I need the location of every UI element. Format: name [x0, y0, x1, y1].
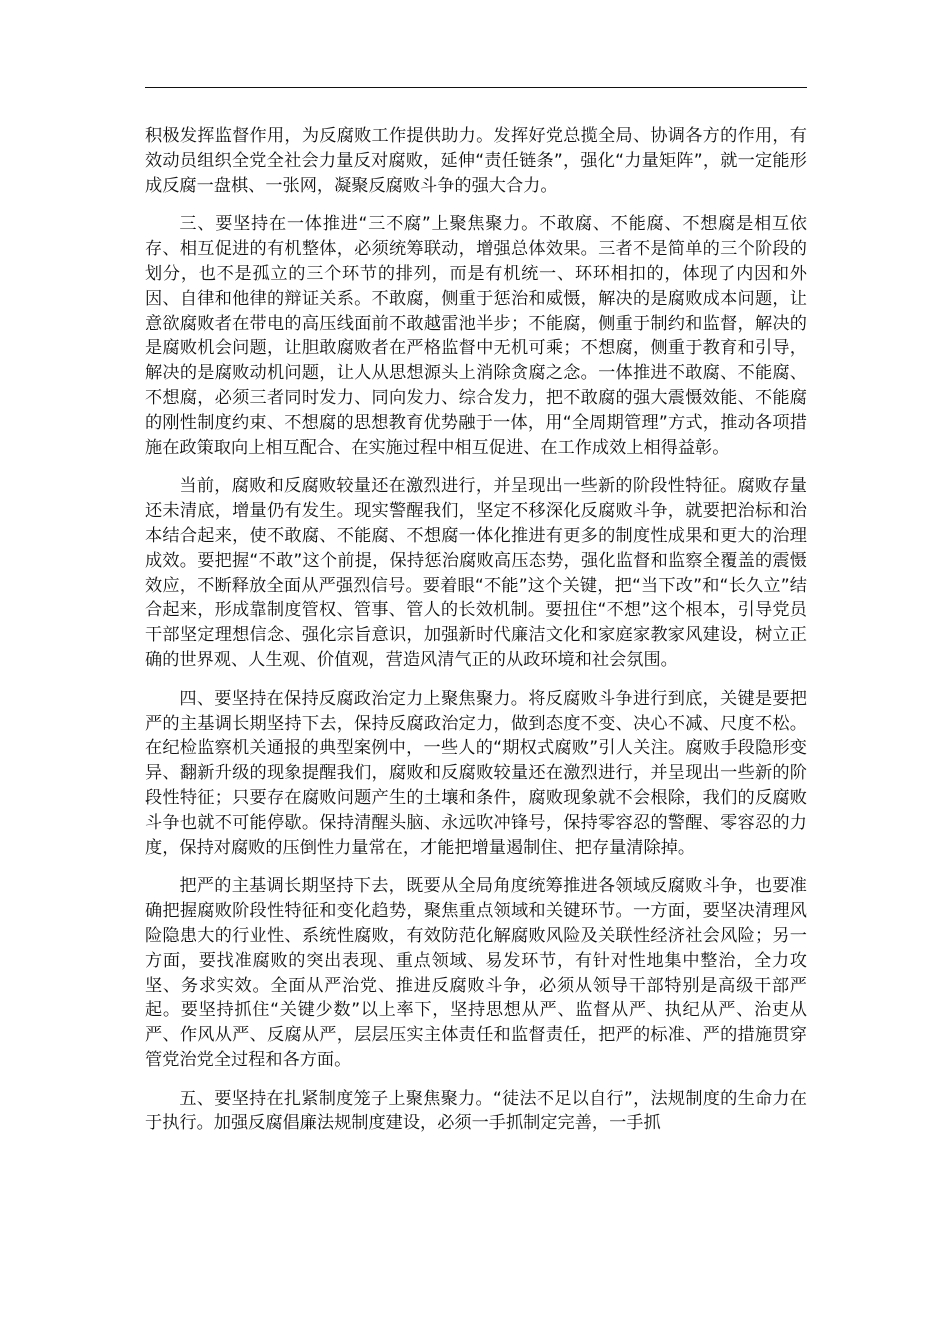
paragraph: 把严的主基调长期坚持下去，既要从全局角度统筹推进各领域反腐败斗争，也要准确把握腐败阶段性特征和变化趋势，聚焦重点领域和关键环节。一方面，要坚决清理风险隐患大的行业性、系统性腐败，有效防范化解腐败风险及关联性经济社会风险；另一方面，要找准腐败的突出表现、重点领域、易发环节，有针对性地集中整治，全力攻坚、务求实效。全面从严治党、推进反腐败斗争，必须从领导干部特别是高级干部严起。要坚持抓住“关键少数”以上率下，坚持思想从严、监督从严、执纪从严、治吏从严、作风从严、反腐从严，层层压实主体责任和监督责任，把严的标准、严的措施贯穿管党治党全过程和各方面。	[145, 876, 807, 1070]
paragraph: 积极发挥监督作用，为反腐败工作提供助力。发挥好党总揽全局、协调各方的作用，有效动员组织全党全社会力量反对腐败，延伸“责任链条”，强化“力量矩阵”，就一定能形成反腐一盘棋、一张网，凝聚反腐败斗争的强大合力。	[145, 126, 807, 196]
paragraph: 四、要坚持在保持反腐政治定力上聚焦聚力。将反腐败斗争进行到底，关键是要把严的主基调长期坚持下去，保持反腐政治定力，做到态度不变、决心不减、尺度不松。在纪检监察机关通报的典型案例中，一些人的“期权式腐败”引人关注。腐败手段隐形变异、翻新升级的现象提醒我们，腐败和反腐败较量还在激烈进行，并呈现出一些新的阶段性特征；只要存在腐败问题产生的土壤和条件，腐败现象就不会根除，我们的反腐败斗争也就不可能停歇。保持清醒头脑、永远吹冲锋号，保持零容忍的警醒、零容忍的力度，保持对腐败的压倒性力量常在，才能把增量遏制住、把存量清除掉。	[145, 688, 807, 858]
body-text	[145, 124, 807, 1150]
header-rule	[145, 87, 807, 88]
paragraph: 五、要坚持在扎紧制度笼子上聚焦聚力。“徒法不足以自行”，法规制度的生命力在于执行。加强反腐倡廉法规制度建设，必须一手抓制定完善，一手抓	[145, 1088, 807, 1134]
paragraph: 当前，腐败和反腐败较量还在激烈进行，并呈现出一些新的阶段性特征。腐败存量还未清底，增量仍有发生。现实警醒我们，坚定不移深化反腐败斗争，就要把治标和治本结合起来，使不敢腐、不能腐、不想腐一体化推进有更多的制度性成果和更大的治理成效。要把握“不敢”这个前提，保持惩治腐败高压态势，强化监督和监察全覆盖的震慑效应，不断释放全面从严强烈信号。要着眼“不能”这个关键，把“当下改”和“长久立”结合起来，形成靠制度管权、管事、管人的长效机制。要扭住“不想”这个根本，引导党员干部坚定理想信念、强化宗旨意识，加强新时代廉洁文化和家庭家教家风建设，树立正确的世界观、人生观、价值观，营造风清气正的从政环境和社会氛围。	[145, 476, 807, 670]
paragraph: 三、要坚持在一体推进“三不腐”上聚焦聚力。不敢腐、不能腐、不想腐是相互依存、相互促进的有机整体，必须统筹联动，增强总体效果。三者不是简单的三个阶段的划分，也不是孤立的三个环节的排列，而是有机统一、环环相扣的，体现了内因和外因、自律和他律的辩证关系。不敢腐，侧重于惩治和威慑，解决的是腐败成本问题，让意欲腐败者在带电的高压线面前不敢越雷池半步；不能腐，侧重于制约和监督，解决的是腐败机会问题，让胆敢腐败者在严格监督中无机可乘；不想腐，侧重于教育和引导，解决的是腐败动机问题，让人从思想源头上消除贪腐之念。一体推进不敢腐、不能腐、不想腐，必须三者同时发力、同向发力、综合发力，把不敢腐的强大震慑效能、不能腐的刚性制度约束、不想腐的思想教育优势融于一体，用“全周期管理”方式，推动各项措施在政策取向上相互配合、在实施过程中相互促进、在工作成效上相得益彰。	[145, 214, 807, 458]
